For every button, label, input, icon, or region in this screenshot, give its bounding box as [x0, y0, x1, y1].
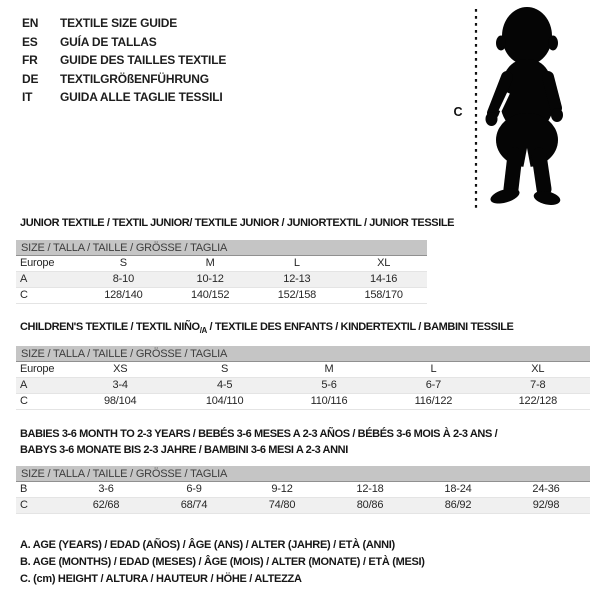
- cell: L: [430, 363, 437, 376]
- lang-row-de: [22, 70, 226, 89]
- lang-code: IT: [22, 90, 33, 105]
- cell: 7-8: [530, 379, 546, 392]
- cell: M: [205, 257, 215, 269]
- junior-table-title: JUNIOR TEXTILE / TEXTIL JUNIOR/ TEXTILE JUNIOR / JUNIORTEXTIL / JUNIOR TESSILE: [20, 217, 455, 229]
- lang-row-es: [22, 33, 226, 52]
- cell: 14-16: [370, 273, 398, 285]
- babies-table-title: [20, 426, 590, 458]
- cell: 80/86: [356, 499, 384, 511]
- cell: 74/80: [268, 499, 296, 511]
- cell: 9-12: [271, 483, 293, 495]
- baby-silhouette-icon: [486, 7, 564, 207]
- lang-title: TEXTILGRÖßENFÜHRUNG: [60, 71, 209, 86]
- table-row: [16, 378, 590, 394]
- cell: 128/140: [104, 289, 143, 301]
- row-label: Europe: [20, 363, 55, 376]
- size-header-bar: SIZE / TALLA / TAILLE / GRÖSSE / TAGLIA: [16, 240, 427, 256]
- cell: 68/74: [180, 499, 208, 511]
- cell: 8-10: [112, 273, 134, 285]
- cell: 122/128: [518, 395, 558, 408]
- cell: XS: [113, 363, 128, 376]
- lang-code: FR: [22, 53, 38, 68]
- cell: 158/170: [364, 289, 403, 301]
- row-label: A: [20, 273, 28, 285]
- cell: 110/116: [310, 395, 348, 408]
- cell: XL: [377, 257, 391, 269]
- cell: 12-18: [356, 483, 384, 495]
- cell: 3-6: [98, 483, 114, 495]
- children-table-title: [20, 321, 590, 335]
- note-height: C. (cm) HEIGHT / ALTURA / HAUTEUR / HÖHE / ALTEZZA: [20, 573, 302, 585]
- cell: 10-12: [196, 273, 224, 285]
- size-header-bar: SIZE / TALLA / TAILLE / GRÖSSE / TAGLIA: [16, 466, 590, 482]
- cell: S: [221, 363, 229, 376]
- cell: 86/92: [444, 499, 472, 511]
- table-row: [16, 482, 590, 498]
- row-label: Europe: [20, 257, 55, 269]
- table-row: [16, 256, 427, 272]
- cell: 104/110: [205, 395, 244, 408]
- cell: 140/152: [190, 289, 230, 301]
- title-part: / TEXTILE DES ENFANTS / KINDERTEXTIL / BAMBINI TESSILE: [206, 321, 514, 333]
- lang-row-en: [22, 14, 226, 33]
- row-label: C: [20, 499, 28, 511]
- note-age-months: B. AGE (MONTHS) / EDAD (MESES) / ÂGE (MOIS) / ALTER (MONATE) / ETÀ (MESI): [20, 556, 425, 568]
- legend-notes: [20, 537, 425, 588]
- cell: 6-7: [425, 379, 442, 392]
- table-row: [16, 362, 590, 378]
- lang-title: GUÍA DE TALLAS: [60, 34, 157, 49]
- title-line: BABYS 3-6 MONATE BIS 2-3 JAHRE / BAMBINI 3-6 MESI A 2-3 ANNI: [20, 444, 348, 456]
- note-age-years: A. AGE (YEARS) / EDAD (AÑOS) / ÂGE (ANS) / ALTER (JAHRE) / ETÀ (ANNI): [20, 539, 395, 551]
- language-title-list: [22, 14, 226, 107]
- cell: 92/98: [532, 499, 560, 511]
- cell: 5-6: [321, 379, 337, 392]
- table-row: [16, 272, 427, 288]
- lang-title: GUIDA ALLE TAGLIE TESSILI: [60, 90, 223, 105]
- lang-code: ES: [22, 34, 38, 49]
- title-part: CHILDREN'S TEXTILE / TEXTIL NIÑO: [20, 321, 200, 333]
- title-subscript: /A: [199, 326, 207, 336]
- row-label: C: [20, 289, 28, 301]
- cell: 18-24: [444, 483, 472, 495]
- cell: 4-5: [216, 379, 233, 392]
- row-label: A: [20, 379, 28, 392]
- junior-textile-table: [16, 217, 454, 304]
- cell: L: [293, 257, 300, 269]
- cell: 12-13: [283, 273, 311, 285]
- row-label: B: [20, 483, 28, 495]
- cell: M: [324, 363, 334, 376]
- lang-row-fr: [22, 51, 226, 70]
- lang-code: EN: [22, 16, 39, 31]
- row-label: C: [20, 395, 28, 408]
- height-measure-label: C: [453, 105, 463, 119]
- lang-row-it: [22, 88, 226, 107]
- table-row: [16, 498, 590, 514]
- cell: XL: [531, 363, 545, 376]
- table-row: [16, 288, 427, 304]
- cell: 3-4: [112, 379, 128, 392]
- cell: 24-36: [532, 483, 560, 495]
- cell: 152/158: [277, 289, 317, 301]
- cell: 62/68: [92, 499, 120, 511]
- cell: 116/122: [414, 395, 453, 408]
- title-line: BABIES 3-6 MONTH TO 2-3 YEARS / BEBÉS 3-6 MESES A 2-3 AÑOS / BÉBÉS 3-6 MOIS À 2-3 ANS /: [20, 428, 498, 440]
- babies-textile-table: [16, 426, 590, 514]
- cell: 6-9: [186, 483, 202, 495]
- lang-title: GUIDE DES TAILLES TEXTILE: [60, 53, 227, 68]
- lang-code: DE: [22, 71, 39, 86]
- lang-title: TEXTILE SIZE GUIDE: [60, 16, 178, 31]
- cell: 98/104: [103, 395, 137, 408]
- table-row: [16, 394, 590, 410]
- children-textile-table: [16, 321, 590, 410]
- size-header-bar: SIZE / TALLA / TAILLE / GRÖSSE / TAGLIA: [16, 346, 590, 362]
- cell: S: [119, 257, 127, 269]
